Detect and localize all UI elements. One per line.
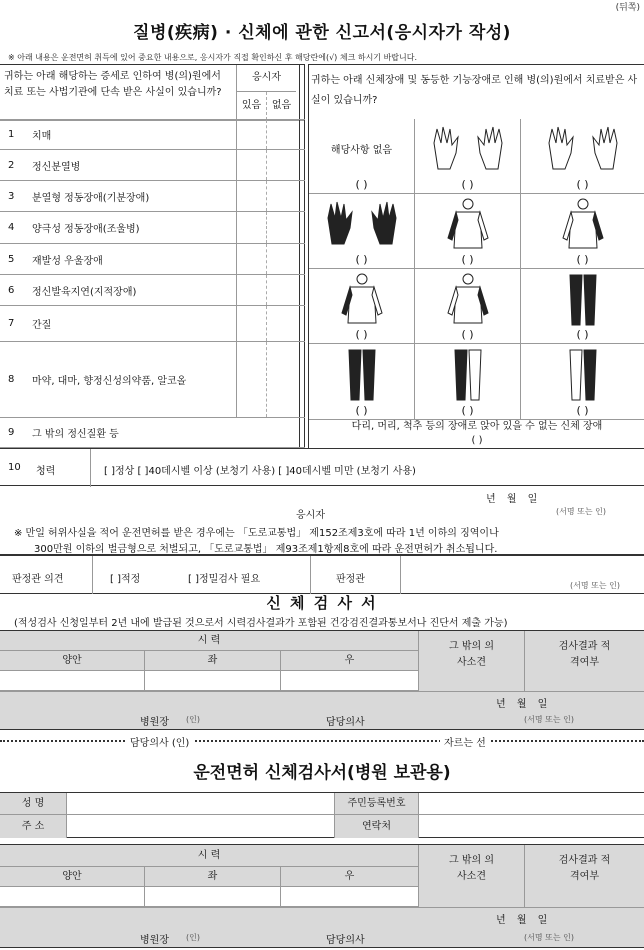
exam-note: (적성검사 신청일부터 2년 내에 발급된 것으로서 시력검사결과가 포함된 건강검진결과통보서나 진단서 제출 가능) [14, 618, 508, 629]
disease-row [0, 181, 305, 212]
contact-field[interactable] [418, 815, 644, 838]
yes-checkbox[interactable] [236, 212, 237, 243]
personal-info [0, 792, 644, 838]
disease-number: 1 [8, 129, 15, 140]
check-paren[interactable]: ( ) [461, 253, 474, 266]
body-disability-grid [308, 64, 644, 448]
disease-row [0, 275, 305, 306]
name-field[interactable] [66, 793, 334, 815]
disease-number: 7 [8, 318, 15, 329]
disease-row [0, 342, 305, 418]
exam-date: 년 월 일 [496, 699, 548, 710]
yes-checkbox[interactable] [236, 120, 237, 149]
check-paren[interactable]: ( ) [576, 178, 589, 191]
judge-sign-or-seal: (서명 또는 인) [570, 581, 620, 590]
disease-number: 4 [8, 222, 15, 233]
disease-number: 9 [8, 427, 15, 438]
disease-number: 5 [8, 253, 15, 265]
cut-line [0, 740, 644, 742]
disease-number: 8 [8, 374, 15, 385]
disease-label: 그 밖의 정신질환 등 [32, 429, 119, 440]
disease-row [0, 119, 305, 150]
check-paren[interactable]: ( ) [576, 253, 589, 266]
applicant-sign-or-seal: (서명 또는 인) [556, 507, 606, 516]
doctor-sign-2: (서명 또는 인) [524, 933, 574, 942]
disease-row [0, 244, 305, 275]
no-checkbox[interactable] [266, 150, 267, 180]
body-cell-hand-finger[interactable] [521, 119, 644, 194]
result-header-2: 검사결과 적격여부 [524, 845, 644, 907]
hospital-head-seal: (인) [186, 715, 200, 724]
date-line: 년 월 일 [486, 494, 538, 505]
instruction-note: ※ 아래 내용은 운전면허 취득에 있어 중요한 내용으로, 응시자가 직접 확인하신 후 해당란에(√) 체크 하시기 바랍니다. [8, 53, 418, 62]
body-cell-legs-feet[interactable] [521, 269, 644, 344]
vision-header: 시 력 [0, 631, 418, 651]
rrn-label: 주민등록번호 [334, 793, 418, 815]
disease-label: 치매 [32, 131, 52, 142]
yes-checkbox[interactable] [236, 306, 237, 341]
address-field[interactable] [66, 815, 334, 838]
disease-number: 2 [8, 159, 15, 171]
vision-both-2: 양안 [0, 867, 144, 887]
check-paren[interactable]: ( ) [461, 178, 474, 191]
cut-label: 자르는 선 [440, 734, 490, 749]
other-opinion-header-2: 그 밖의 의사소견 [418, 845, 524, 907]
yes-header: 있음 [236, 92, 266, 120]
check-paren[interactable]: ( ) [461, 404, 474, 417]
hearing-options[interactable]: [ ]정상 [ ]40데시벨 이상 (보청기 사용) [ ]40데시벨 미만 (보청기 사용) [104, 466, 416, 477]
seat-label: 다리, 머리, 척추 등의 장애로 앉아 있을 수 없는 신체 장애 [351, 421, 603, 432]
applicant-header: 응시자 [236, 65, 296, 92]
vision-right: 우 [280, 651, 418, 671]
doctor-sign: (서명 또는 인) [524, 715, 574, 724]
body-cell-hands-partial[interactable] [415, 119, 521, 194]
seat-paren[interactable]: ( ) [471, 435, 483, 446]
vision-left: 좌 [144, 651, 280, 671]
rrn-field[interactable] [418, 793, 644, 815]
exam-date-2: 년 월 일 [496, 915, 548, 926]
check-paren[interactable]: ( ) [576, 404, 589, 417]
left-question: 귀하는 아래 해당하는 증세로 인하여 병(의)원에서 치료 또는 사법기관에 단속 받은 사실이 있습니까? [4, 71, 222, 98]
no-checkbox[interactable] [266, 306, 267, 341]
warning-line2: 300만원 이하의 벌금형으로 처벌되고, 「도로교통법」 제93조제1항제8호에 따라 운전면허가 취소됩니다. [34, 544, 498, 555]
right-question: 귀하는 아래 신체장애 및 동등한 기능장애로 인해 병(의)원에서 치료받은 사실이 있습니까? [311, 75, 638, 106]
yes-checkbox[interactable] [236, 244, 237, 274]
disease-label: 마약, 대마, 향정신성의약품, 알코올 [32, 376, 187, 387]
judge-fit-option[interactable]: [ ]적정 [110, 574, 141, 585]
check-paren[interactable]: ( ) [355, 404, 368, 417]
yes-checkbox[interactable] [236, 342, 237, 417]
check-paren[interactable]: ( ) [576, 328, 589, 341]
contact-label: 연락처 [334, 815, 418, 838]
yes-checkbox[interactable] [236, 275, 237, 305]
applicant-sign-label: 응시자 [296, 510, 325, 521]
yes-checkbox[interactable] [236, 181, 237, 211]
result-header: 검사결과 적격여부 [524, 631, 644, 691]
name-label: 성 명 [0, 793, 66, 815]
disease-number: 3 [8, 190, 15, 202]
judge-row [0, 554, 644, 594]
yes-checkbox[interactable] [236, 150, 237, 180]
body-cell-leg-left[interactable] [415, 344, 521, 420]
judge-detail-option[interactable]: [ ]정밀검사 필요 [188, 574, 261, 585]
exam-title: 신 체 검 사 서 [266, 594, 378, 612]
hospital-copy-title: 운전면허 신체검사서(병원 보관용) [193, 763, 451, 783]
back-side-label: (뒤쪽) [615, 3, 640, 13]
disease-label: 재발성 우울장애 [32, 255, 103, 267]
no-header: 없음 [266, 92, 296, 120]
disease-label: 분열형 정동장애(기분장애) [32, 192, 150, 204]
hearing-row [0, 448, 644, 486]
body-cell-body-right-forearm[interactable] [415, 269, 521, 344]
seat-disability-row[interactable] [309, 420, 644, 449]
hearing-label: 청력 [36, 466, 56, 477]
vision-left-2: 좌 [144, 867, 280, 887]
vision-header-2: 시 력 [0, 845, 418, 867]
check-paren[interactable]: ( ) [355, 253, 368, 266]
judge-label: 판정관 [336, 574, 365, 585]
body-cell-body-left-arm[interactable] [415, 194, 521, 269]
exam-table [0, 630, 644, 730]
disease-number: 6 [8, 284, 15, 296]
doctor-label: 담당의사 [326, 717, 365, 728]
no-checkbox[interactable] [266, 244, 267, 274]
disease-row [0, 150, 305, 181]
body-cell-body-right-arm[interactable] [521, 194, 644, 269]
disease-label: 정신분열병 [32, 161, 81, 173]
form-title: 질병(疾病) · 신체에 관한 신고서(응시자가 작성) [133, 23, 511, 43]
no-checkbox[interactable] [266, 275, 267, 305]
body-cell-leg-right[interactable] [521, 344, 644, 420]
body-cell-none[interactable] [309, 119, 415, 194]
no-checkbox[interactable] [266, 342, 267, 417]
no-checkbox[interactable] [266, 120, 267, 149]
other-opinion-header: 그 밖의 의사소견 [418, 631, 524, 691]
disease-row [0, 212, 305, 244]
check-paren[interactable]: ( ) [461, 328, 474, 341]
vision-both: 양안 [0, 651, 144, 671]
hospital-head-label-2: 병원장 [140, 935, 169, 946]
body-cell-hands-full[interactable] [309, 194, 415, 269]
hearing-number: 10 [8, 462, 21, 473]
warning-line1: ※ 만일 허위사실을 적어 운전면허를 받은 경우에는 「도로교통법」 제152조제3호에 따라 1년 이하의 징역이나 [14, 528, 499, 539]
disease-label: 간질 [32, 320, 52, 331]
vision-right-2: 우 [280, 867, 418, 887]
no-checkbox[interactable] [266, 181, 267, 211]
body-cell-body-left-shoulder[interactable] [309, 269, 415, 344]
disease-row [0, 306, 305, 342]
hospital-head-seal-2: (인) [186, 933, 200, 942]
check-paren[interactable]: ( ) [355, 178, 368, 191]
none-label: 해당사항 없음 [330, 145, 393, 156]
hospital-head-label: 병원장 [140, 717, 169, 728]
disease-row [0, 418, 305, 448]
cut-doctor: 담당의사 (인) [126, 734, 193, 749]
address-label: 주 소 [0, 815, 66, 838]
disease-label: 양극성 정동장애(조울병) [32, 224, 140, 235]
doctor-label-2: 담당의사 [326, 935, 365, 946]
no-checkbox[interactable] [266, 212, 267, 243]
judge-opinion-label: 판정관 의견 [12, 574, 64, 585]
check-paren[interactable]: ( ) [355, 328, 368, 341]
hospital-exam-table [0, 844, 644, 948]
disease-label: 정신발육지연(지적장애) [32, 286, 137, 298]
body-cell-legs-full[interactable] [309, 344, 415, 420]
